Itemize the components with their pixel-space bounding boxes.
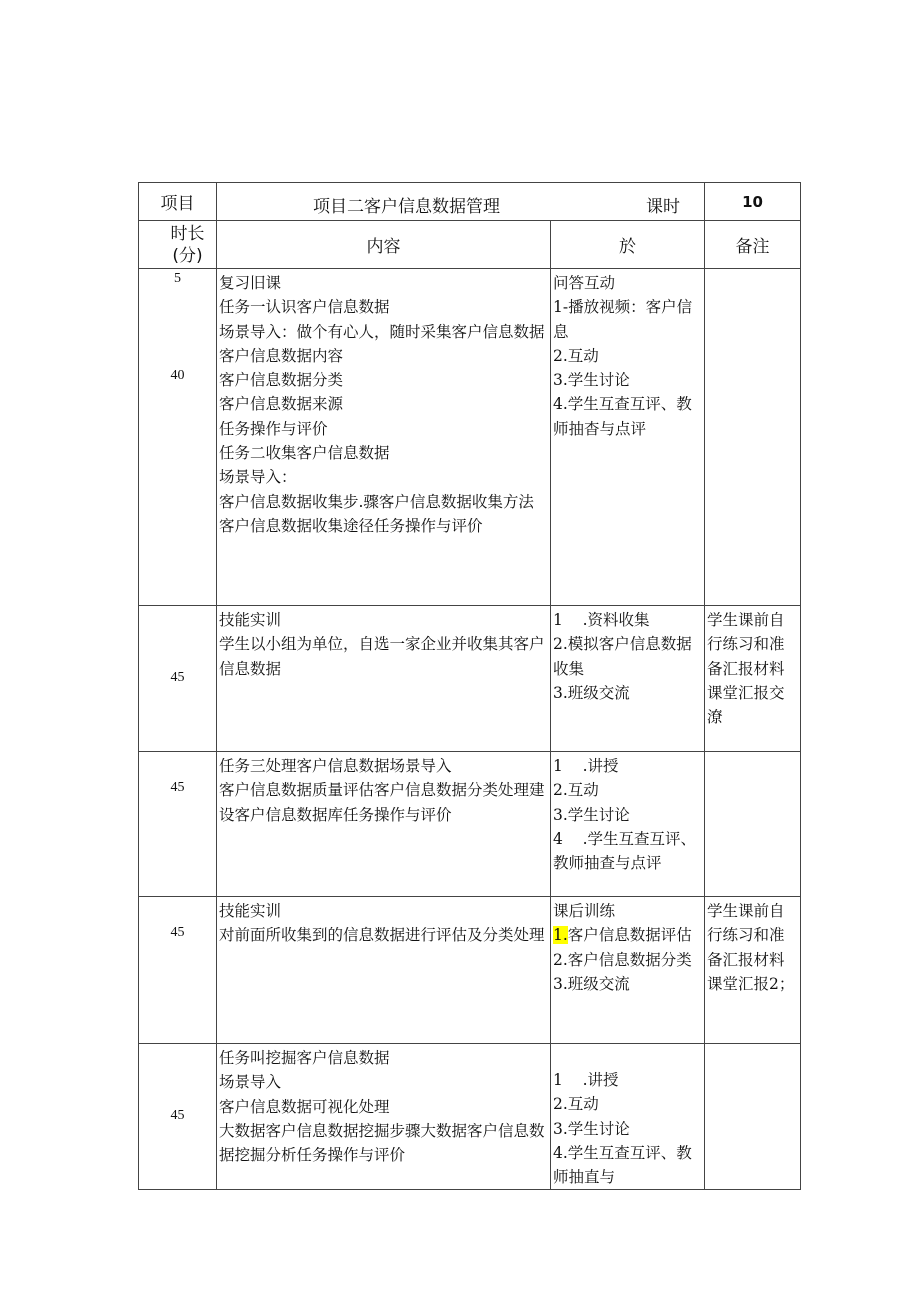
content-cell bbox=[217, 606, 551, 752]
remarks-text bbox=[705, 752, 800, 754]
method-cell bbox=[551, 1044, 705, 1190]
hours-label: 课时 bbox=[646, 197, 680, 217]
duration-cell bbox=[139, 752, 217, 897]
content-header-cell bbox=[217, 221, 551, 269]
method-text: 1 .讲授 2.互动 3.学生讨论 4.学生互查互评、教师抽直与 bbox=[553, 1071, 692, 1187]
hours-value: 10 bbox=[742, 192, 763, 211]
method-cell bbox=[551, 752, 705, 897]
content-text: 任务叫挖掘客户信息数据 场景导入 客户信息数据可视化处理 大数据客户信息数据挖掘步骤大数据客户信息数据挖掘分析任务操作与评价 bbox=[219, 1049, 545, 1165]
method-cell bbox=[551, 897, 705, 1044]
duration-value: 45 bbox=[170, 780, 185, 795]
method-body: 客户信息数据评估 2.客户信息数据分类 3.班级交流 bbox=[553, 926, 692, 993]
table-row bbox=[139, 752, 801, 897]
table-header-row-2 bbox=[139, 221, 801, 269]
content-cell bbox=[217, 752, 551, 897]
remarks-text bbox=[705, 269, 800, 271]
content-text: 技能实训 学生以小组为单位，自选一家企业并收集其客户信息数据 bbox=[219, 611, 545, 678]
duration-value: 45 bbox=[170, 670, 185, 685]
highlighted-marker: 1. bbox=[553, 926, 568, 945]
remarks-header-cell bbox=[705, 221, 801, 269]
duration-cell bbox=[139, 1044, 217, 1190]
remarks-cell bbox=[705, 269, 801, 606]
method-header: 於 bbox=[619, 237, 636, 257]
remarks-text: 学生课前自行练习和准备汇报材料课堂汇报交潦 bbox=[707, 611, 785, 727]
table-row bbox=[139, 897, 801, 1044]
duration-value: 45 bbox=[170, 1108, 185, 1123]
table-row bbox=[139, 269, 801, 606]
hours-value-cell bbox=[705, 183, 801, 221]
duration-cell bbox=[139, 269, 217, 606]
project-title: 项目二客户信息数据管理 bbox=[313, 197, 500, 217]
remarks-text: 学生课前自行练习和准备汇报材料课堂汇报2； bbox=[707, 902, 795, 993]
duration-header: 时长(分) bbox=[170, 224, 205, 266]
method-text bbox=[551, 897, 704, 996]
content-text: 技能实训 对前面所收集到的信息数据进行评估及分类处理 bbox=[219, 902, 545, 945]
duration-value: 40 bbox=[170, 368, 185, 383]
lesson-plan-table bbox=[138, 182, 801, 1190]
method-cell bbox=[551, 269, 705, 606]
content-header: 内容 bbox=[366, 237, 401, 257]
project-label-cell bbox=[139, 183, 217, 221]
duration-cell bbox=[139, 897, 217, 1044]
method-intro: 课后训练 bbox=[553, 902, 616, 920]
content-text: 任务三处理客户信息数据场景导入 客户信息数据质量评估客户信息数据分类处理建设客户信息数据库任务操作与评价 bbox=[219, 757, 545, 824]
content-cell bbox=[217, 1044, 551, 1190]
remarks-cell bbox=[705, 752, 801, 897]
remarks-text bbox=[705, 1044, 800, 1046]
table-row bbox=[139, 606, 801, 752]
remarks-cell bbox=[705, 897, 801, 1044]
content-cell bbox=[217, 269, 551, 606]
remarks-header: 备注 bbox=[735, 237, 770, 257]
method-text: 1 .讲授 2.互动 3.学生讨论 4 .学生互查互评、教师抽查与点评 bbox=[553, 757, 696, 873]
content-text: 复习旧课 任务一认识客户信息数据 场景导入：做个有心人，随时采集客户信息数据 客户信息数据内容 客户信息数据分类 客户信息数据来源 任务操作与评价 任务二收集客户信息数据 场景导入： 客户信息数据收集步.骤客户信息数据收集方法客户信息数据收集途径任务操作与评价 bbox=[219, 274, 545, 535]
content-cell bbox=[217, 897, 551, 1044]
remarks-cell bbox=[705, 1044, 801, 1190]
duration-value: 5 bbox=[174, 271, 181, 286]
duration-value: 45 bbox=[170, 925, 185, 940]
table-row bbox=[139, 1044, 801, 1190]
remarks-cell bbox=[705, 606, 801, 752]
table-header-row-1 bbox=[139, 183, 801, 221]
project-title-cell bbox=[217, 183, 705, 221]
duration-header-cell bbox=[139, 221, 217, 269]
method-text: 1 .资料收集 2.模拟客户信息数据收集 3.班级交流 bbox=[553, 611, 692, 702]
project-label: 项目 bbox=[160, 194, 195, 214]
method-cell bbox=[551, 606, 705, 752]
duration-cell bbox=[139, 606, 217, 752]
method-text: 问答互动 1-播放视频：客户信息 2.互动 3.学生讨论 4.学生互查互评、教师抽杳与点评 bbox=[553, 274, 693, 438]
method-header-cell bbox=[551, 221, 705, 269]
